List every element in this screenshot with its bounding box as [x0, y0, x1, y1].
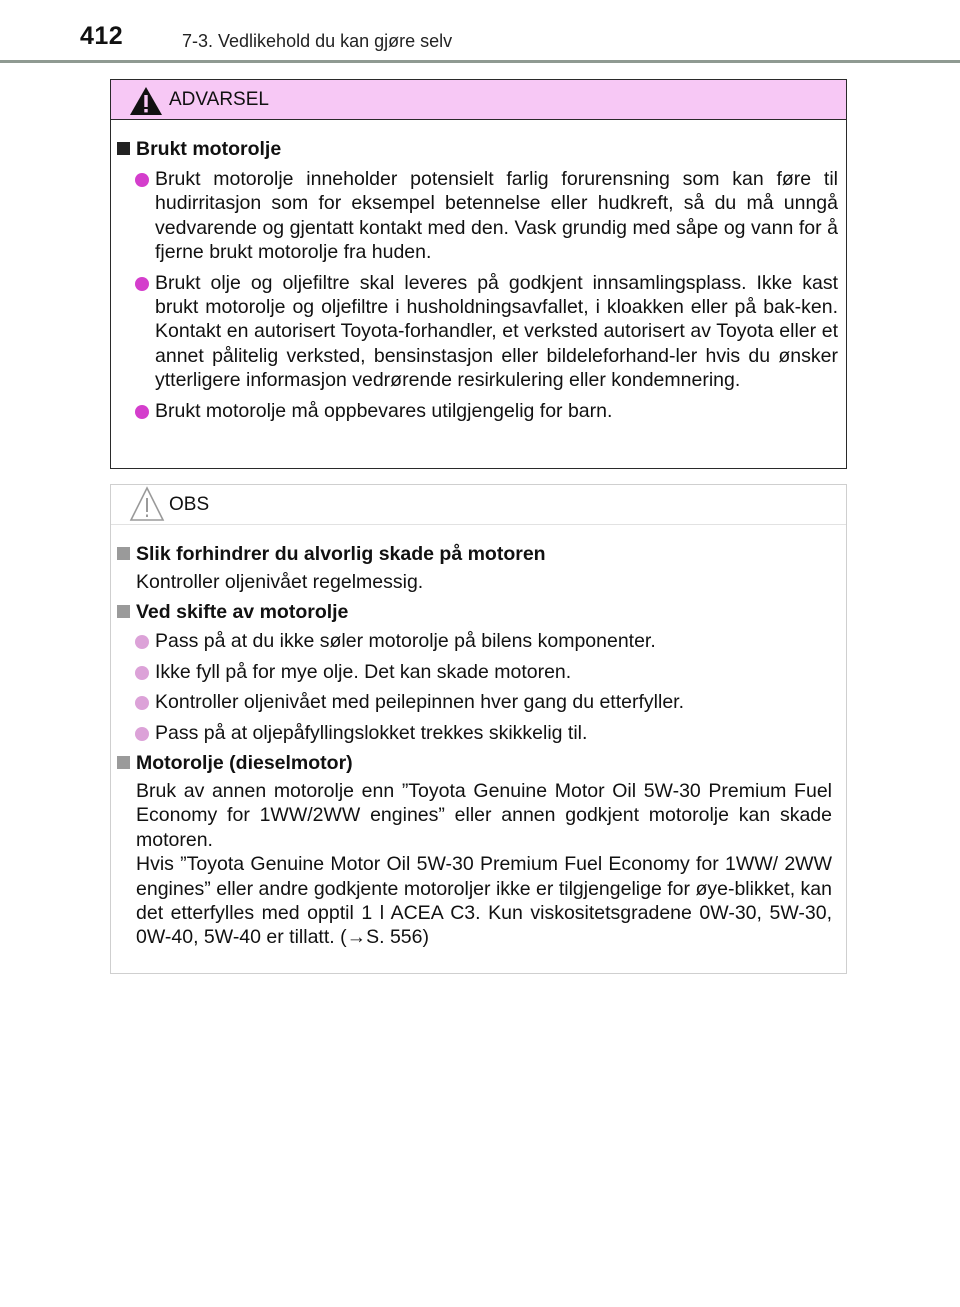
caution-box — [110, 484, 847, 974]
caution-heading-text: Motorolje (dieselmotor) — [136, 752, 353, 775]
caution-body — [111, 542, 846, 950]
caution-bullet-text: Pass på at oljepåfyllingslokket trekkes skikkelig til. — [155, 721, 588, 744]
round-bullet-icon — [135, 727, 149, 741]
round-bullet-icon — [135, 405, 149, 419]
caution-paragraph: Kontroller oljenivået regelmessig. — [136, 571, 424, 593]
warning-bullet — [111, 271, 846, 393]
square-bullet-icon — [117, 142, 130, 155]
caution-bullet — [111, 690, 846, 714]
warning-bullet — [111, 167, 846, 265]
caution-paragraph-text: Bruk av annen motorolje enn ”Toyota Genuine Motor Oil 5W-30 Premium Fuel Economy for 1WW/2WW engines” eller annen godkjent motorolje kan skade motoren. — [136, 780, 832, 851]
caution-bullet — [111, 721, 846, 745]
caution-triangle-outline-icon — [129, 486, 165, 522]
caution-box-header — [111, 485, 846, 525]
header-divider — [0, 60, 960, 63]
warning-bullet-text: Brukt olje og oljefiltre skal leveres på godkjent innsamlingsplass. Ikke kast brukt motorolje og oljefiltre i husholdningsavfallet, i kloakken eller på bak-ken. Kontakt en autorisert Toyota-forhandler, et verksted autorisert av Toyota eller et annet pålitelig verksted, bensinstasjon eller bildeleforhand-ler hvis du ønsker ytterligere informasjon vedrørende resirkulering eller kondemnering. — [155, 271, 838, 392]
warning-triangle-icon — [129, 86, 163, 116]
caution-heading-text: Ved skifte av motorolje — [136, 601, 349, 624]
warning-bullet-text: Brukt motorolje inneholder potensielt farlig forurensning som kan føre til hudirritasjon som for eksempel betennelse eller hudkreft, så du må unngå vedvarende og gjentatt kontakt med den. Vask grundig med såpe og vann for å fjerne brukt motorolje fra huden. — [155, 168, 838, 264]
caution-heading — [111, 751, 846, 775]
caution-bullet-text: Pass på at du ikke søler motorolje på bilens komponenter. — [155, 630, 656, 653]
caution-bullet-text: Ikke fyll på for mye olje. Det kan skade motoren. — [155, 660, 572, 683]
caution-paragraph — [111, 779, 846, 950]
caution-heading — [111, 542, 846, 566]
warning-body — [111, 137, 846, 423]
caution-paragraph-text: Hvis ”Toyota Genuine Motor Oil 5W-30 Premium Fuel Economy for 1WW/ 2WW engines” eller andre godkjente motoroljer ikke er tilgjengelige for øye-blikket, kan det etterfylles med opptil 1 l ACEA C3. Kun viskositetsgradene 0W-30, 5W-30, 0W-40, 5W-40 er tillatt. (→S. 556) — [136, 853, 832, 949]
square-bullet-icon — [117, 547, 130, 560]
page-header — [0, 0, 960, 66]
round-bullet-icon — [135, 696, 149, 710]
warning-heading-text: Brukt motorolje — [136, 138, 282, 160]
section-title: 7-3. Vedlikehold du kan gjøre selv — [182, 31, 453, 51]
caution-heading — [111, 600, 846, 624]
warning-bullet — [111, 399, 846, 423]
warning-box-header — [111, 80, 846, 120]
round-bullet-icon — [135, 173, 149, 187]
warning-bullet-text: Brukt motorolje må oppbevares utilgjengelig for barn. — [155, 399, 613, 422]
caution-bullet — [111, 629, 846, 653]
page-number: 412 — [80, 22, 124, 50]
square-bullet-icon — [117, 756, 130, 769]
round-bullet-icon — [135, 277, 149, 291]
warning-box — [110, 79, 847, 469]
warning-heading — [111, 137, 846, 161]
caution-bullet-text: Kontroller oljenivået med peilepinnen hver gang du etterfyller. — [155, 691, 684, 714]
caution-label: OBS — [169, 494, 210, 515]
round-bullet-icon — [135, 635, 149, 649]
caution-bullet — [111, 660, 846, 684]
warning-label: ADVARSEL — [169, 89, 269, 110]
caution-heading-text: Slik forhindrer du alvorlig skade på motoren — [136, 543, 546, 565]
round-bullet-icon — [135, 666, 149, 680]
square-bullet-icon — [117, 605, 130, 618]
